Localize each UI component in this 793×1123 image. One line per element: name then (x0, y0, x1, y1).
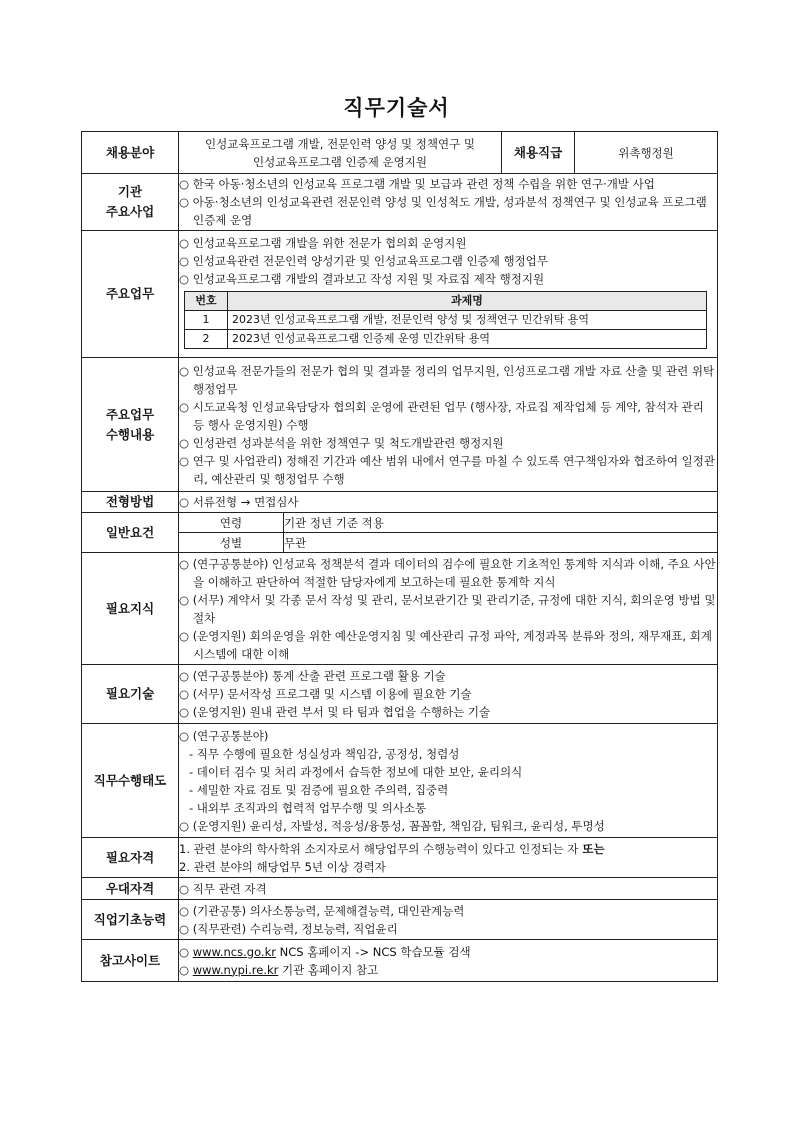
main-work-content (179, 231, 718, 358)
list-item: ○ 인성교육프로그램 개발의 결과보고 작성 지원 및 자료집 제작 행정지원 (179, 271, 545, 286)
site-item (179, 961, 717, 979)
preferred-value: ○ 직무 관련 자격 (179, 878, 718, 900)
site-desc: NCS 홈페이지 -> NCS 학습모듈 검색 (275, 944, 471, 959)
attitude-content (179, 724, 718, 838)
grade-value: 위촉행정원 (575, 132, 718, 174)
list-item: ○ (기관공통) 의사소통능력, 문제해결능력, 대인관계능력 (179, 903, 465, 918)
list-item: ○ 연구 및 사업관리) 정해진 기간과 예산 범위 내에서 연구를 마칠 수 있도록 연구책임자와 협조하여 일정관리, 예산관리 및 행정업무 수행 (179, 453, 715, 486)
knowledge-label: 필요지식 (82, 553, 179, 665)
field-value-line1: 인성교육프로그램 개발, 전문인력 양성 및 정책연구 및 (205, 136, 475, 151)
list-item: ○ (운영지원) 윤리성, 자발성, 적응성/융통성, 꼼꼼함, 책임감, 팀워크, 윤리성, 투명성 (179, 818, 605, 833)
list-subitem: - 세밀한 자료 검토 및 검증에 필요한 주의력, 집중력 (189, 782, 449, 797)
list-item: ○ 인성교육프로그램 개발을 위한 전문가 협의회 운영지원 (179, 235, 467, 250)
qualification-line2: 2. 관련 분야의 해당업무 5년 이상 경력자 (179, 859, 386, 874)
qualification-or: 또는 (578, 841, 605, 856)
org-business-label (82, 174, 179, 231)
site-item (179, 943, 717, 961)
site-bullet: ○ (179, 962, 193, 977)
list-subitem: - 내외부 조직과의 협력적 업무수행 및 의사소통 (189, 800, 427, 815)
general-req-label: 일반요건 (82, 513, 179, 553)
req-value-gender: 무관 (284, 533, 718, 553)
knowledge-content (179, 553, 718, 665)
qualification-line1 (179, 840, 717, 858)
field-value-line2: 인성교육프로그램 인증제 운영지원 (253, 154, 427, 169)
list-item: ○ (연구공통분야) 인성교육 정책분석 결과 데이터의 검수에 필요한 기초적인 통계학 지식과 이해, 주요 사안을 이해하고 판단하여 적절한 담당자에게 보고하는데 필요한 통계학 지식 (179, 556, 716, 589)
qualification-label: 필요자격 (82, 838, 179, 878)
nypi-link[interactable]: www.nypi.re.kr (192, 962, 279, 977)
task-header-name: 과제명 (228, 291, 707, 310)
list-item: ○ 인성관련 성과분석을 위한 정책연구 및 척도개발관련 행정지원 (179, 435, 504, 450)
basic-ability-content (179, 900, 718, 940)
task-no: 2 (185, 329, 228, 348)
req-key-age: 연령 (179, 513, 284, 533)
work-content-label (82, 358, 179, 492)
list-item: ○ 시도교육청 인성교육담당자 협의회 운영에 관련된 업무 (행사장, 자료집 제작업체 등 계약, 참석자 관리 등 행사 운영지원) 수행 (179, 399, 704, 432)
preferred-label: 우대자격 (82, 878, 179, 900)
grade-label: 채용직급 (502, 132, 575, 174)
req-value-age: 기관 정년 기준 적용 (284, 513, 718, 533)
qualification-line1-text: 1. 관련 분야의 학사학위 소지자로서 해당업무의 수행능력이 있다고 인정되는 자 (179, 841, 579, 856)
list-item: ○ 인성교육 전문가들의 전문가 협의 및 결과물 정리의 업무지원, 인성프로그램 개발 자료 산출 및 관련 위탁 행정업무 (179, 363, 715, 396)
ncs-link[interactable]: www.ncs.go.kr (192, 944, 276, 959)
work-content-label-line1: 주요업무 (105, 406, 155, 422)
page-title: 직무기술서 (343, 96, 450, 120)
sites-content (179, 940, 718, 982)
skills-label: 필요기술 (82, 665, 179, 724)
selection-value: ○ 서류전형 → 면접심사 (179, 492, 718, 513)
list-item: ○ (운영지원) 원내 관련 부서 및 타 팀과 협업을 수행하는 기술 (179, 705, 491, 719)
task-table (184, 291, 707, 349)
attitude-label: 직무수행태도 (82, 724, 179, 838)
list-subitem: - 데이터 검수 및 처리 과정에서 습득한 정보에 대한 보안, 윤리의식 (189, 764, 523, 779)
list-item: ○ (연구공통분야) 통계 산출 관련 프로그램 활용 기술 (179, 669, 446, 683)
req-key-gender: 성별 (179, 533, 284, 553)
list-item: ○ (서무) 문서작성 프로그램 및 시스템 이용에 필요한 기술 (179, 687, 472, 701)
site-bullet: ○ (179, 944, 193, 959)
org-business-label-line1: 기관 (117, 184, 143, 199)
org-business-content (179, 174, 718, 231)
list-item: ○ (연구공통분야) (179, 728, 269, 743)
list-item: ○ 아동·청소년의 인성교육관련 전문인력 양성 및 인성척도 개발, 성과분석 정책연구 및 인성교육 프로그램 인증제 운영 (179, 195, 707, 227)
task-name: 2023년 인성교육프로그램 인증제 운영 민간위탁 용역 (228, 329, 707, 348)
list-item: ○ (직무관련) 수리능력, 정보능력, 직업윤리 (179, 921, 398, 936)
qualification-content (179, 838, 718, 878)
list-subitem: - 직무 수행에 필요한 성실성과 책임감, 공정성, 청렴성 (189, 746, 460, 761)
table-row (185, 329, 707, 348)
task-no: 1 (185, 310, 228, 329)
site-desc: 기관 홈페이지 참고 (278, 962, 379, 977)
selection-label: 전형방법 (82, 492, 179, 513)
work-content-label-line2: 수행내용 (105, 426, 155, 442)
list-item: ○ 인성교육관련 전문인력 양성기관 및 인성교육프로그램 인증제 행정업무 (179, 253, 548, 268)
list-item: ○ (운영지원) 회의운영을 위한 예산운영지침 및 예산관리 규정 파악, 계정과목 분류와 정의, 재무재표, 회계 시스템에 대한 이해 (179, 628, 712, 661)
work-content-content (179, 358, 718, 492)
sites-label: 참고사이트 (82, 940, 179, 982)
main-work-label: 주요업무 (82, 231, 179, 358)
list-item: ○ (서무) 계약서 및 각종 문서 작성 및 관리, 문서보관기간 및 관리기준, 규정에 대한 지식, 회의운영 방법 및 절차 (179, 592, 716, 625)
job-description-table (81, 131, 718, 982)
basic-ability-label: 직업기초능력 (82, 900, 179, 940)
field-label: 채용분야 (82, 132, 179, 174)
list-item: ○ 한국 아동·청소년의 인성교육 프로그램 개발 및 보급과 관련 정책 수립을 위한 연구·개발 사업 (179, 177, 655, 191)
org-business-label-line2: 주요사업 (105, 204, 155, 219)
task-header-no: 번호 (185, 291, 228, 310)
field-value (179, 132, 502, 174)
table-row (185, 310, 707, 329)
skills-content (179, 665, 718, 724)
task-name: 2023년 인성교육프로그램 개발, 전문인력 양성 및 정책연구 민간위탁 용역 (228, 310, 707, 329)
